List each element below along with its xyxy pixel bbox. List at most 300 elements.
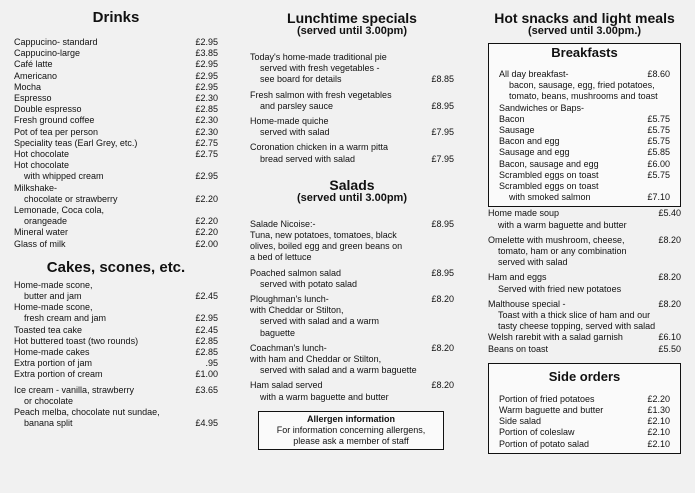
menu-item-line xyxy=(14,104,218,115)
menu-item xyxy=(488,299,681,333)
cakes-list xyxy=(14,280,218,430)
menu-item xyxy=(14,280,218,302)
menu-item-line xyxy=(250,268,454,279)
menu-item-line xyxy=(14,407,218,418)
menu-item-line xyxy=(250,52,454,63)
menu-item-line xyxy=(250,365,454,376)
menu-item-name: Mocha xyxy=(14,81,42,92)
menu-item-line xyxy=(499,192,670,203)
menu-item xyxy=(14,385,218,407)
menu-item-price: £2.95 xyxy=(195,313,218,324)
menu-item-line xyxy=(488,272,681,283)
menu-item xyxy=(14,239,218,250)
menu-item-price: £2.95 xyxy=(195,59,218,70)
menu-item-name: Ploughman's lunch- xyxy=(250,294,329,305)
menu-item xyxy=(14,325,218,336)
menu-item-name: with ham and Cheddar or Stilton, xyxy=(250,354,382,365)
menu-item-price: £5.40 xyxy=(658,208,681,219)
menu-item-name: served with potato salad xyxy=(260,278,358,289)
menu-item-price: £8.20 xyxy=(658,272,681,283)
menu-item-name: and parsley sauce xyxy=(260,100,334,111)
column-lunch-salads xyxy=(232,0,464,493)
menu-item-price: £1.30 xyxy=(647,405,670,416)
menu-item xyxy=(250,354,454,376)
menu-item xyxy=(14,205,218,227)
menu-item-line xyxy=(14,325,218,336)
menu-item-name: bacon, sausage, egg, fried potatoes, xyxy=(509,80,655,91)
menu-item-name: served with salad and a warm xyxy=(260,316,380,327)
menu-item-price: £2.10 xyxy=(647,427,670,438)
menu-item-name: see board for details xyxy=(260,74,342,85)
menu-item-line xyxy=(488,220,681,231)
menu-item-name: tomato, beans, mushrooms and toast xyxy=(509,91,658,102)
menu-item-price: £2.10 xyxy=(647,438,670,449)
menu-item-name: served with salad xyxy=(260,127,330,138)
menu-item-line xyxy=(250,294,454,305)
menu-item xyxy=(499,136,670,147)
menu-item-line xyxy=(488,299,681,310)
menu-item-price: £8.95 xyxy=(431,267,454,278)
menu-item-line xyxy=(499,136,670,147)
menu-item xyxy=(488,235,681,269)
menu-item-line xyxy=(14,82,218,93)
menu-item xyxy=(250,52,454,86)
menu-item-name: orangeade xyxy=(24,216,68,227)
menu-item-line xyxy=(488,235,681,246)
menu-item-name: Bacon, sausage and egg xyxy=(499,158,599,169)
menu-item-name: fresh cream and jam xyxy=(24,313,107,324)
menu-item-price: £8.95 xyxy=(431,218,454,229)
breakfasts-box xyxy=(488,43,681,207)
menu-item-name: a bed of lettuce xyxy=(250,252,312,263)
menu-item-line xyxy=(488,344,681,355)
menu-item-name: Home-made cakes xyxy=(14,347,90,358)
menu-item-line xyxy=(14,160,218,171)
menu-item-name: Americano xyxy=(14,70,58,81)
menu-item-name: chocolate or strawberry xyxy=(24,193,118,204)
menu-item xyxy=(499,181,670,203)
menu-item-line xyxy=(14,313,218,324)
menu-item xyxy=(14,160,218,182)
drinks-heading: Drinks xyxy=(92,9,140,26)
menu-item-name: Double espresso xyxy=(14,104,82,115)
menu-item-name: Home-made scone, xyxy=(14,302,93,313)
menu-item-name: Home-made scone, xyxy=(14,279,93,290)
menu-item-name: Cappucino-large xyxy=(14,48,81,59)
menu-item-line xyxy=(14,149,218,160)
menu-item-line xyxy=(499,170,670,181)
menu-item-line xyxy=(14,291,218,302)
menu-item-price: £5.75 xyxy=(647,136,670,147)
menu-item-price: £7.10 xyxy=(647,192,670,203)
menu-item xyxy=(250,343,454,354)
menu-item-name: butter and jam xyxy=(24,291,82,302)
menu-item-price: £7.95 xyxy=(431,153,454,164)
lunch-list xyxy=(250,52,454,165)
menu-item-price: £2.30 xyxy=(195,115,218,126)
menu-item-price: £5.85 xyxy=(647,147,670,158)
menu-item-price: £8.20 xyxy=(658,298,681,309)
menu-item xyxy=(499,439,670,450)
menu-item-name: with whipped cream xyxy=(24,171,104,182)
menu-item-line xyxy=(499,394,670,405)
menu-item-name: Lemonade, Coca cola, xyxy=(14,205,105,216)
menu-item-name: Today's home-made traditional pie xyxy=(250,52,387,62)
hot-items-list xyxy=(488,208,681,354)
menu-item-price: £5.75 xyxy=(647,169,670,180)
hot-subtitle: (served until 3.00pm.) xyxy=(527,25,642,37)
menu-item-price: £2.20 xyxy=(195,227,218,238)
menu-item-line xyxy=(14,194,218,205)
menu-item-name: with Cheddar or Stilton, xyxy=(250,305,344,316)
menu-item-price: £2.20 xyxy=(195,193,218,204)
menu-item-line xyxy=(14,138,218,149)
menu-item-line xyxy=(499,416,670,427)
menu-item-name: banana split xyxy=(24,418,73,429)
allergen-line-1: For information concerning allergens, xyxy=(276,424,426,435)
menu-item-name: Hot buttered toast (two rounds) xyxy=(14,335,139,346)
menu-item xyxy=(14,302,218,324)
menu-item-line xyxy=(250,154,454,165)
menu-item-name: Sausage xyxy=(499,125,535,136)
menu-item-line xyxy=(14,385,218,396)
menu-item xyxy=(14,71,218,82)
menu-item-line xyxy=(14,280,218,291)
menu-item xyxy=(14,138,218,149)
menu-item-name: Peach melba, chocolate nut sundae, xyxy=(14,407,160,418)
menu-item-name: Fresh salmon with fresh vegetables xyxy=(250,89,392,100)
menu-item xyxy=(499,394,670,405)
menu-item xyxy=(14,347,218,358)
menu-item-line xyxy=(499,114,670,125)
salads-subtitle: (served until 3.00pm) xyxy=(296,191,408,204)
menu-item-name: All day breakfast- xyxy=(499,69,569,79)
menu-item-line xyxy=(250,230,454,241)
menu-item-name: Tuna, new potatoes, tomatoes, black xyxy=(250,230,397,241)
menu-item-line xyxy=(250,90,454,101)
side-orders-heading: Side orders xyxy=(548,368,621,384)
menu-item xyxy=(14,93,218,104)
menu-item-name: Café latte xyxy=(14,59,53,70)
menu-item-price: £2.75 xyxy=(195,137,218,148)
menu-item-price: £2.95 xyxy=(195,81,218,92)
menu-item-price: £8.60 xyxy=(647,69,670,79)
menu-item-name: Pot of tea per person xyxy=(14,126,99,137)
menu-item xyxy=(250,90,454,112)
menu-item-line xyxy=(488,246,681,257)
menu-item-name: Welsh rarebit with a salad garnish xyxy=(488,332,623,343)
menu-item-line xyxy=(14,205,218,216)
menu-item xyxy=(14,149,218,160)
menu-item-line xyxy=(488,257,681,268)
menu-item-line xyxy=(250,328,454,339)
menu-item xyxy=(499,103,670,114)
menu-item xyxy=(14,82,218,93)
menu-item xyxy=(250,116,454,138)
menu-item-name: Toast with a thick slice of ham and our xyxy=(498,310,651,321)
menu-item-name: Sandwiches or Baps- xyxy=(499,102,585,113)
menu-item-name: tomato, ham or any combination xyxy=(498,246,627,257)
menu-item-name: Bacon and egg xyxy=(499,136,560,147)
menu-item-name: Poached salmon salad xyxy=(250,267,342,278)
menu-item xyxy=(14,59,218,70)
menu-item xyxy=(14,358,218,369)
menu-item-name: Mineral water xyxy=(14,227,69,238)
menu-item-line xyxy=(499,427,670,438)
menu-item-name: with a warm baguette and butter xyxy=(498,219,627,230)
menu-item-price: £2.45 xyxy=(195,324,218,335)
menu-item xyxy=(499,405,670,416)
menu-item xyxy=(250,294,454,305)
menu-item-price: £2.10 xyxy=(647,416,670,427)
allergen-title: Allergen information xyxy=(306,413,395,424)
salads-heading: Salads xyxy=(329,176,375,193)
menu-item-price: £1.00 xyxy=(195,369,218,380)
menu-item-name: with a warm baguette and butter xyxy=(260,391,389,402)
menu-item-price: £2.95 xyxy=(195,171,218,182)
menu-item-price: £6.00 xyxy=(647,158,670,169)
menu-item-line xyxy=(250,142,454,153)
menu-item xyxy=(250,219,454,264)
menu-item xyxy=(14,115,218,126)
menu-item-name: Side salad xyxy=(499,416,542,427)
menu-item xyxy=(499,427,670,438)
menu-item-line xyxy=(250,252,454,263)
menu-item-name: Cappucino- standard xyxy=(14,37,98,47)
menu-item-name: baguette xyxy=(260,327,296,338)
menu-item-line xyxy=(250,101,454,112)
menu-item-name: served with salad and a warm baguette xyxy=(260,365,417,376)
menu-item-name: Hot chocolate xyxy=(14,149,70,160)
menu-item-price: £2.20 xyxy=(195,216,218,227)
menu-item-name: Glass of milk xyxy=(14,238,66,249)
allergen-line-2: please ask a member of staff xyxy=(293,435,409,446)
menu-item xyxy=(14,336,218,347)
menu-item-line xyxy=(14,302,218,313)
breakfasts-list xyxy=(499,69,670,203)
menu-item-line xyxy=(14,171,218,182)
menu-item-price: £2.95 xyxy=(195,70,218,81)
column-hot-snacks xyxy=(464,0,695,493)
menu-item-line xyxy=(14,358,218,369)
menu-item-line xyxy=(250,279,454,290)
salads-list xyxy=(250,219,454,403)
menu-item-line xyxy=(250,219,454,230)
menu-item-price: £8.95 xyxy=(431,100,454,111)
menu-item-price: £2.30 xyxy=(195,126,218,137)
menu-item xyxy=(499,69,670,103)
menu-item-line xyxy=(499,69,670,80)
menu-item-name: Ham salad served xyxy=(250,380,323,391)
menu-item-name: Malthouse special - xyxy=(488,298,566,309)
menu-item-line xyxy=(499,147,670,158)
menu-item xyxy=(488,272,681,294)
menu-item-price: £8.20 xyxy=(658,234,681,245)
menu-item-line xyxy=(250,241,454,252)
allergen-box xyxy=(258,411,444,450)
menu-item-name: Home made soup xyxy=(488,208,560,219)
menu-item-price: £2.20 xyxy=(647,393,670,404)
menu-item-line xyxy=(14,183,218,194)
menu-item-name: tasty cheese topping, served with salad xyxy=(498,321,656,332)
menu-item-price: £2.30 xyxy=(195,93,218,104)
menu-item-name: served with salad xyxy=(498,257,568,268)
menu-item-price: £2.75 xyxy=(195,149,218,160)
menu-item-price: £2.45 xyxy=(195,291,218,302)
menu-item-line xyxy=(499,80,670,91)
menu-item xyxy=(499,170,670,181)
menu-item-line xyxy=(14,59,218,70)
menu-item-name: Speciality teas (Earl Grey, etc.) xyxy=(14,137,138,148)
menu-item-price: £5.50 xyxy=(658,343,681,354)
lunch-heading: Lunchtime specials xyxy=(287,10,417,26)
menu-item-line xyxy=(499,103,670,114)
menu-item-price: £2.95 xyxy=(195,37,218,47)
cakes-heading: Cakes, scones, etc. xyxy=(46,258,186,276)
menu-item-line xyxy=(14,71,218,82)
menu-item-name: bread served with salad xyxy=(260,153,356,164)
menu-item-price: £5.75 xyxy=(647,113,670,124)
menu-item-line xyxy=(250,354,454,365)
menu-item-line xyxy=(488,332,681,343)
menu-item-name: Espresso xyxy=(14,93,52,104)
menu-item-price: £2.85 xyxy=(195,335,218,346)
menu-item-price: £7.95 xyxy=(431,127,454,138)
menu-item xyxy=(250,142,454,164)
menu-item xyxy=(14,407,218,429)
menu-item-name: Home-made quiche xyxy=(250,116,329,127)
menu-item-line xyxy=(250,74,454,85)
menu-item-name: served with fresh vegetables - xyxy=(260,63,380,74)
menu-item-price: £6.10 xyxy=(658,332,681,343)
menu-item-name: Portion of coleslaw xyxy=(499,427,575,438)
menu-item xyxy=(488,208,681,230)
menu-item-name: Ice cream - vanilla, strawberry xyxy=(14,384,135,395)
menu-item-line xyxy=(14,115,218,126)
menu-item-name: Portion of fried potatoes xyxy=(499,393,595,404)
menu-item-line xyxy=(14,418,218,429)
menu-item-name: Portion of potato salad xyxy=(499,438,590,449)
side-orders-box xyxy=(488,363,681,454)
lunch-subtitle: (served until 3.00pm) xyxy=(296,25,408,37)
menu-item-line xyxy=(488,208,681,219)
menu-item-line xyxy=(250,116,454,127)
menu-item-name: Bacon xyxy=(499,113,525,124)
menu-item-line xyxy=(250,316,454,327)
column-drinks-cakes xyxy=(0,0,232,493)
menu-item-line xyxy=(14,227,218,238)
menu-item xyxy=(499,159,670,170)
menu-item-price: £8.20 xyxy=(431,342,454,353)
menu-item xyxy=(14,127,218,138)
menu-item xyxy=(488,344,681,355)
hot-heading: Hot snacks and light meals xyxy=(494,10,675,26)
menu-item-price: £5.75 xyxy=(647,125,670,136)
menu-item-name: Coronation chicken in a warm pitta xyxy=(250,142,389,153)
menu-item-name: Sausage and egg xyxy=(499,147,570,158)
menu-item-name: Warm baguette and butter xyxy=(499,405,604,416)
menu-item-line xyxy=(250,305,454,316)
menu-item-name: Toasted tea cake xyxy=(14,324,83,335)
menu-item xyxy=(14,104,218,115)
menu-item-line xyxy=(499,439,670,450)
menu-item-price: £8.20 xyxy=(431,294,454,305)
menu-item-line xyxy=(14,239,218,250)
menu-item-line xyxy=(14,347,218,358)
drinks-list xyxy=(14,37,218,250)
menu-item-line xyxy=(14,37,218,48)
menu-item-line xyxy=(499,159,670,170)
menu-item-name: Served with fried new potatoes xyxy=(498,283,622,294)
breakfasts-heading: Breakfasts xyxy=(551,45,618,60)
menu-item xyxy=(14,48,218,59)
menu-item xyxy=(499,114,670,125)
menu-item-line xyxy=(488,310,681,321)
menu-item-name: Fresh ground coffee xyxy=(14,115,95,126)
menu-item-name: Extra portion of jam xyxy=(14,358,93,369)
menu-item-name: Scrambled eggs on toast xyxy=(499,169,599,180)
menu-item-line xyxy=(14,48,218,59)
menu-item xyxy=(14,183,218,205)
menu-item-line xyxy=(488,284,681,295)
menu-item-name: Ham and eggs xyxy=(488,272,547,283)
menu-item-line xyxy=(14,336,218,347)
menu-item xyxy=(14,227,218,238)
menu-item-price: £2.00 xyxy=(195,238,218,249)
menu-item-line xyxy=(14,93,218,104)
menu-item-name: olives, boiled egg and green beans on xyxy=(250,241,403,252)
menu-item-line xyxy=(499,125,670,136)
menu-item xyxy=(250,305,454,339)
menu-item-line xyxy=(14,216,218,227)
menu-item-line xyxy=(499,181,670,192)
menu-item-line xyxy=(14,369,218,380)
menu-item-name: with smoked salmon xyxy=(509,192,591,203)
menu-item xyxy=(14,369,218,380)
menu-item-price: £8.20 xyxy=(431,380,454,391)
menu-item-price: .95 xyxy=(205,358,218,369)
menu-item-line xyxy=(250,392,454,403)
menu-item xyxy=(250,380,454,402)
menu-item-name: Beans on toast xyxy=(488,343,549,354)
menu-item-line xyxy=(250,343,454,354)
menu-item-price: £2.85 xyxy=(195,347,218,358)
menu-item-price: £3.65 xyxy=(195,384,218,395)
menu-item-price: £8.85 xyxy=(431,74,454,85)
menu-item-price: £3.85 xyxy=(195,48,218,59)
menu-item-name: Coachman's lunch- xyxy=(250,342,327,353)
menu-item-line xyxy=(250,63,454,74)
menu-item-price: £4.95 xyxy=(195,418,218,429)
menu-item-line xyxy=(250,380,454,391)
menu-item-line xyxy=(499,91,670,102)
menu-item-name: Hot chocolate xyxy=(14,160,70,171)
menu-item xyxy=(499,416,670,427)
menu-item-line xyxy=(250,127,454,138)
menu-item xyxy=(488,332,681,343)
menu-item-name: Extra portion of cream xyxy=(14,369,103,380)
menu-item-name: Omelette with mushroom, cheese, xyxy=(488,234,625,245)
menu-item-line xyxy=(14,396,218,407)
menu-item-name: Salade Nicoise:- xyxy=(250,218,316,229)
menu-item xyxy=(499,125,670,136)
menu-item-price: £2.85 xyxy=(195,104,218,115)
menu-item xyxy=(14,37,218,48)
menu-item-line xyxy=(488,321,681,332)
menu-item xyxy=(499,147,670,158)
side-orders-list xyxy=(499,394,670,450)
menu-item-name: Scrambled eggs on toast xyxy=(499,181,599,192)
